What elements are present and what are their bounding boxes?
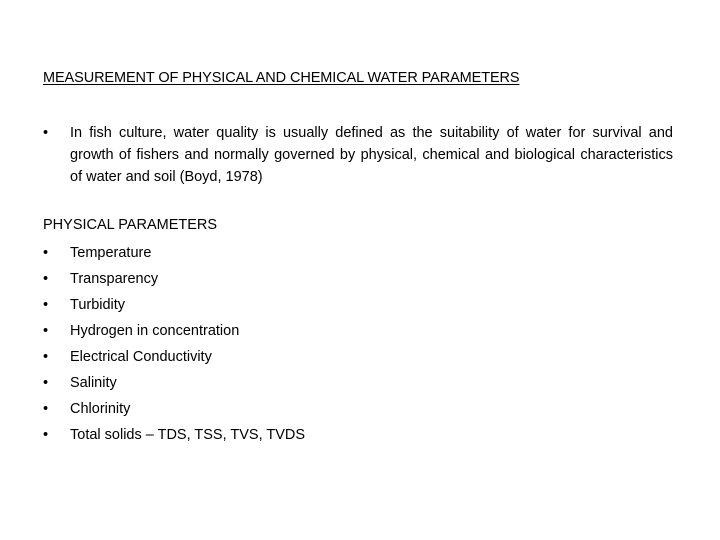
list-item (43, 347, 305, 373)
list-item-label: Total solids – TDS, TSS, TVS, TVDS (70, 427, 306, 443)
slide-title: MEASUREMENT OF PHYSICAL AND CHEMICAL WATER PARAMETERS (43, 70, 520, 86)
list-item-label: Chlorinity (70, 401, 131, 417)
list-item-label: Transparency (70, 271, 159, 287)
list-item (43, 269, 305, 295)
section-title: PHYSICAL PARAMETERS (43, 217, 218, 233)
list-item-label: Temperature (70, 245, 152, 261)
bullet-icon: • (43, 297, 49, 313)
list-item-label: Salinity (70, 375, 117, 391)
list-item (43, 321, 305, 347)
bullet-icon: • (43, 349, 49, 365)
list-item-label: Turbidity (70, 297, 126, 313)
list-item (43, 425, 305, 451)
intro-text: In fish culture, water quality is usually defined as the suitability of water for survival and growth of fishers and normally governed by physical, chemical and biological characteristics of water and soil (Boyd, 1978) (70, 125, 673, 185)
bullet-icon: • (43, 427, 49, 443)
bullet-icon: • (43, 401, 49, 417)
parameter-list (43, 243, 305, 451)
list-item-label: Electrical Conductivity (70, 349, 212, 365)
list-item-label: Hydrogen in concentration (70, 323, 240, 339)
intro-paragraph (43, 122, 673, 188)
bullet-icon: • (43, 271, 49, 287)
list-item (43, 243, 305, 269)
list-item (43, 399, 305, 425)
bullet-icon: • (43, 323, 49, 339)
bullet-icon: • (43, 125, 49, 141)
list-item (43, 373, 305, 399)
bullet-icon: • (43, 375, 49, 391)
bullet-icon: • (43, 245, 49, 261)
list-item (43, 295, 305, 321)
